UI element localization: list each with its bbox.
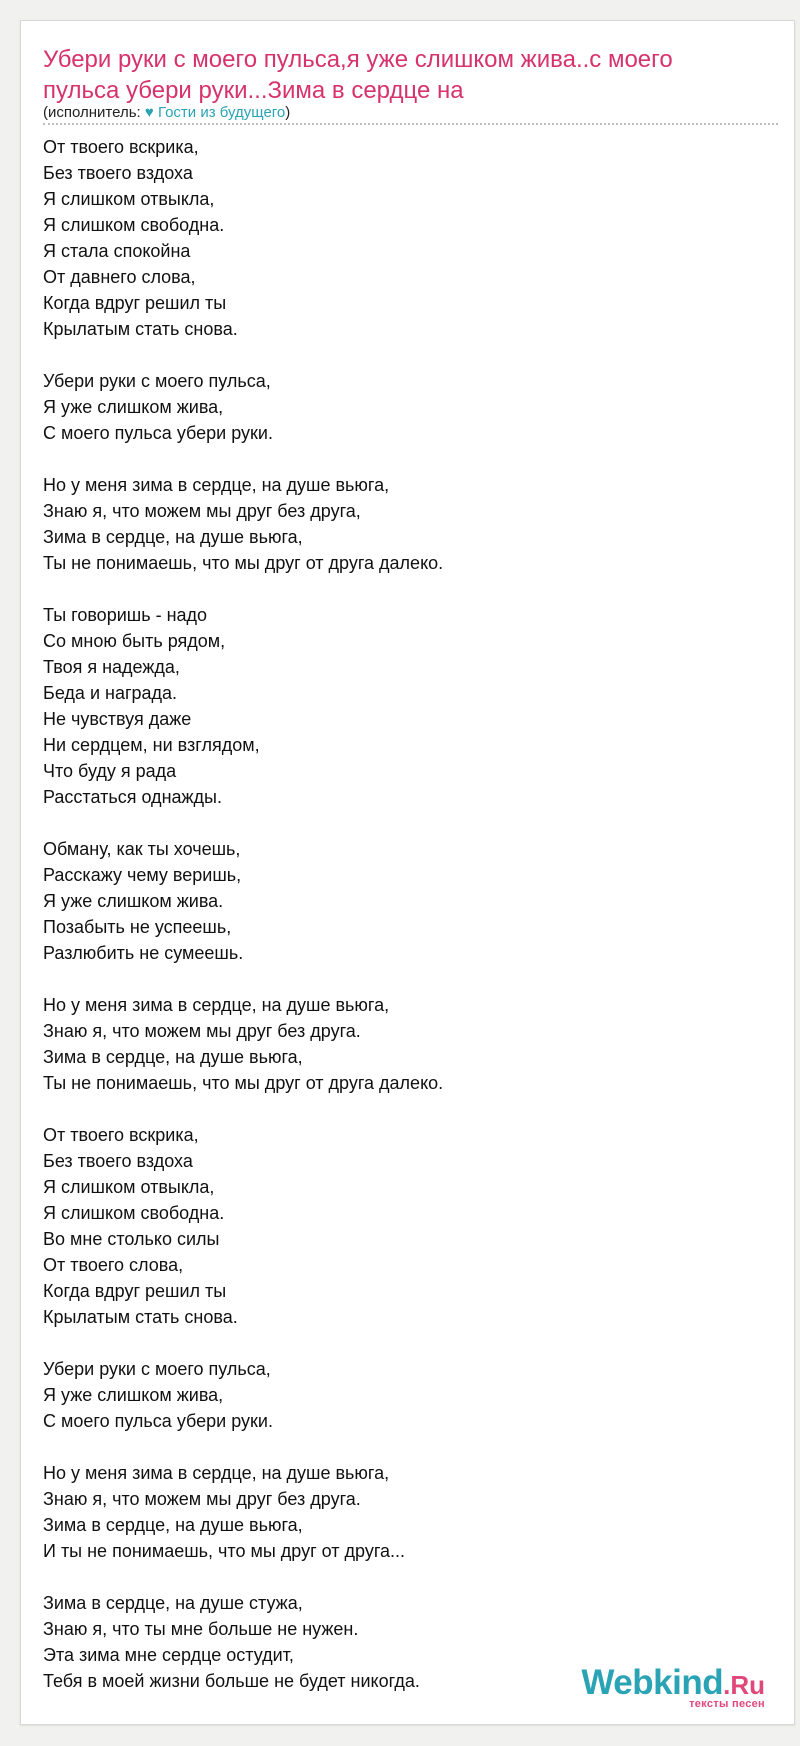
lyric-line: От твоего слова, (43, 1255, 184, 1275)
lyric-line: Я уже слишком жива. (43, 891, 224, 911)
lyric-line: Но у меня зима в сердце, на душе вьюга, (43, 995, 390, 1015)
lyric-line: Расстаться однажды. (43, 787, 222, 807)
lyric-line: Зима в сердце, на душе вьюга, (43, 527, 303, 547)
artist-suffix: ) (285, 104, 291, 121)
lyrics-card (20, 20, 795, 1725)
logo-wordmark: Webkind (581, 1663, 724, 1702)
lyric-line: Зима в сердце, на душе стужа, (43, 1593, 303, 1613)
lyric-line: Во мне столько силы (43, 1229, 220, 1249)
page-title: Убери руки с моего пульса,я уже слишком жива..с моего пульса убери руки...Зима в сердце на (43, 46, 673, 104)
lyric-line: Твоя я надежда, (43, 657, 180, 677)
lyric-line: Я стала спокойна (43, 241, 191, 261)
lyric-line: Не чувствуя даже (43, 709, 192, 729)
lyric-line: Зима в сердце, на душе вьюга, (43, 1515, 303, 1535)
lyric-line: Обману, как ты хочешь, (43, 839, 241, 859)
lyric-line: Знаю я, что можем мы друг без друга. (43, 1489, 361, 1509)
stanza-break (43, 1096, 763, 1122)
stanza-break (43, 1434, 763, 1460)
lyric-line: От твоего вскрика, (43, 137, 199, 157)
lyric-line: От давнего слова, (43, 267, 196, 287)
lyric-line: Ты не понимаешь, что мы друг от друга далеко. (43, 1073, 444, 1093)
lyrics-body (43, 134, 763, 1694)
logo-tld: .Ru (723, 1670, 765, 1700)
lyric-line: Убери руки с моего пульса, (43, 1359, 271, 1379)
lyric-line: Но у меня зима в сердце, на душе вьюга, (43, 475, 390, 495)
lyric-line: С моего пульса убери руки. (43, 1411, 273, 1431)
lyric-line: Эта зима мне сердце остудит, (43, 1645, 294, 1665)
lyric-line: Что буду я рада (43, 761, 177, 781)
lyric-line: Но у меня зима в сердце, на душе вьюга, (43, 1463, 390, 1483)
lyric-line: Позабыть не успеешь, (43, 917, 232, 937)
stanza-break (43, 1330, 763, 1356)
lyric-line: Ни сердцем, ни взглядом, (43, 735, 260, 755)
lyric-line: Я слишком отвыкла, (43, 1177, 215, 1197)
stanza-break (43, 966, 763, 992)
lyric-line: Когда вдруг решил ты (43, 1281, 227, 1301)
lyric-line: Я уже слишком жива, (43, 1385, 224, 1405)
lyric-line: Ты говоришь - надо (43, 605, 208, 625)
site-logo[interactable] (581, 1663, 765, 1710)
lyric-line: Беда и награда. (43, 683, 178, 703)
lyric-line: Без твоего вздоха (43, 1151, 193, 1171)
lyric-line: Я слишком отвыкла, (43, 189, 215, 209)
lyric-line: Знаю я, что ты мне больше не нужен. (43, 1619, 359, 1639)
title-divider (43, 123, 778, 125)
artist-prefix: (исполнитель: (43, 104, 145, 121)
lyric-line: Без твоего вздоха (43, 163, 193, 183)
lyric-line: И ты не понимаешь, что мы друг от друга... (43, 1541, 406, 1561)
lyric-line: Убери руки с моего пульса, (43, 371, 271, 391)
artist-line (43, 103, 290, 123)
lyric-line: Знаю я, что можем мы друг без друга. (43, 1021, 361, 1041)
lyric-line: Тебя в моей жизни больше не будет никогда. (43, 1671, 420, 1691)
lyric-line: Я слишком свободна. (43, 215, 225, 235)
heart-icon: ♥ (144, 104, 154, 121)
lyric-line: Крылатым стать снова. (43, 1307, 238, 1327)
lyric-line: Зима в сердце, на душе вьюга, (43, 1047, 303, 1067)
logo-tagline: тексты песен (689, 1698, 765, 1710)
lyric-line: Я слишком свободна. (43, 1203, 225, 1223)
lyric-line: Я уже слишком жива, (43, 397, 224, 417)
lyric-line: Разлюбить не сумеешь. (43, 943, 244, 963)
artist-link[interactable]: Гости из будущего (157, 104, 286, 121)
lyric-line: Когда вдруг решил ты (43, 293, 227, 313)
lyric-line: С моего пульса убери руки. (43, 423, 273, 443)
lyric-line: Расскажу чему веришь, (43, 865, 242, 885)
lyric-line: От твоего вскрика, (43, 1125, 199, 1145)
lyric-line: Крылатым стать снова. (43, 319, 238, 339)
stanza-break (43, 342, 763, 368)
lyric-line: Ты не понимаешь, что мы друг от друга далеко. (43, 553, 444, 573)
stanza-break (43, 810, 763, 836)
lyric-line: Знаю я, что можем мы друг без друга, (43, 501, 361, 521)
stanza-break (43, 1564, 763, 1590)
lyric-line: Со мною быть рядом, (43, 631, 226, 651)
stanza-break (43, 576, 763, 602)
stanza-break (43, 446, 763, 472)
